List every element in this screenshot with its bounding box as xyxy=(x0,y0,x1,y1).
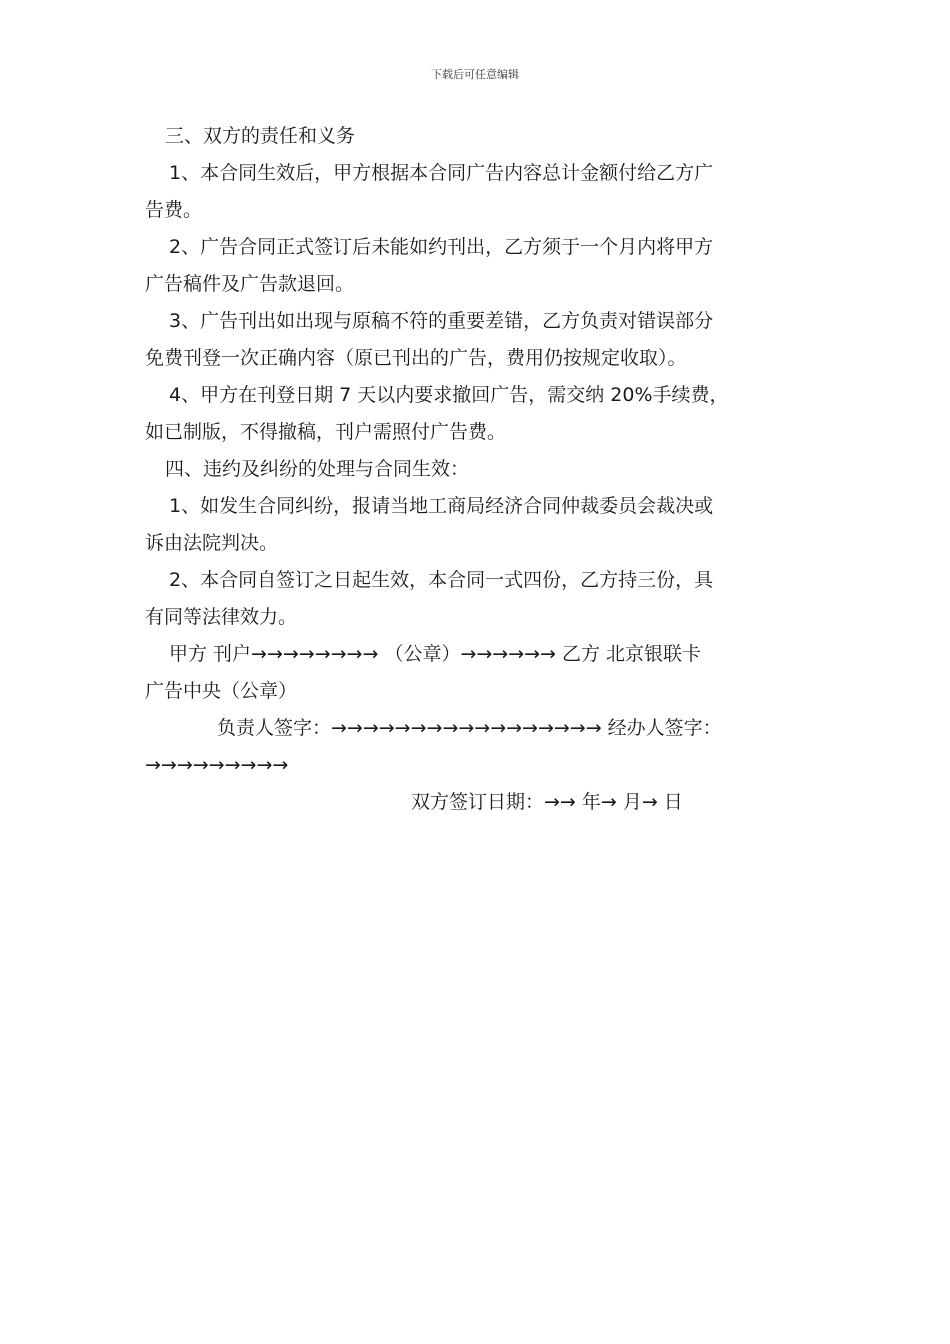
signature-line: 负责人签字：→→→→→→→→→→→→→→→→→ 经办人签字： xyxy=(217,717,722,739)
party-line-cont: 广告中央（公章） xyxy=(145,680,298,702)
party-line: 甲方 刊户→→→→→→→→ （公章）→→→→→→ 乙方 北京银联卡 xyxy=(169,643,702,665)
section-3-item-3: 3、广告刊出如出现与原稿不符的重要差错，乙方负责对错误部分 xyxy=(169,310,714,332)
section-4-item-2: 2、本合同自签订之日起生效，本合同一式四份，乙方持三份，具 xyxy=(169,569,714,591)
section-4-item-1-cont: 诉由法院判决。 xyxy=(145,532,279,554)
section-3-item-1-cont: 告费。 xyxy=(145,199,203,221)
section-3-item-4-cont: 如已制版，不得撤稿，刊户需照付广告费。 xyxy=(145,421,507,443)
section-3-item-2: 2、广告合同正式签订后未能如约刊出，乙方须于一个月内将甲方 xyxy=(169,236,714,258)
page-header: 下载后可任意编辑 xyxy=(431,68,519,81)
signature-line-cont: →→→→→→→→→ xyxy=(145,754,289,776)
document-body xyxy=(145,118,815,821)
section-3-title: 三、双方的责任和义务 xyxy=(165,125,356,147)
section-3-item-3-cont: 免费刊登一次正确内容（原已刊出的广告，费用仍按规定收取）。 xyxy=(145,347,687,369)
section-3-item-2-cont: 广告稿件及广告款退回。 xyxy=(145,273,355,295)
section-3-item-4: 4、甲方在刊登日期 7 天以内要求撤回广告，需交纳 20%手续费， xyxy=(169,384,729,406)
section-4-item-2-cont: 有同等法律效力。 xyxy=(145,606,298,628)
section-4-item-1: 1、如发生合同纠纷，报请当地工商局经济合同仲裁委员会裁决或 xyxy=(169,495,714,517)
signing-date-line: 双方签订日期：→→ 年→ 月→ 日 xyxy=(411,791,683,813)
section-4-title: 四、违约及纠纷的处理与合同生效： xyxy=(165,458,470,480)
section-3-item-1: 1、本合同生效后，甲方根据本合同广告内容总计金额付给乙方广 xyxy=(169,162,714,184)
